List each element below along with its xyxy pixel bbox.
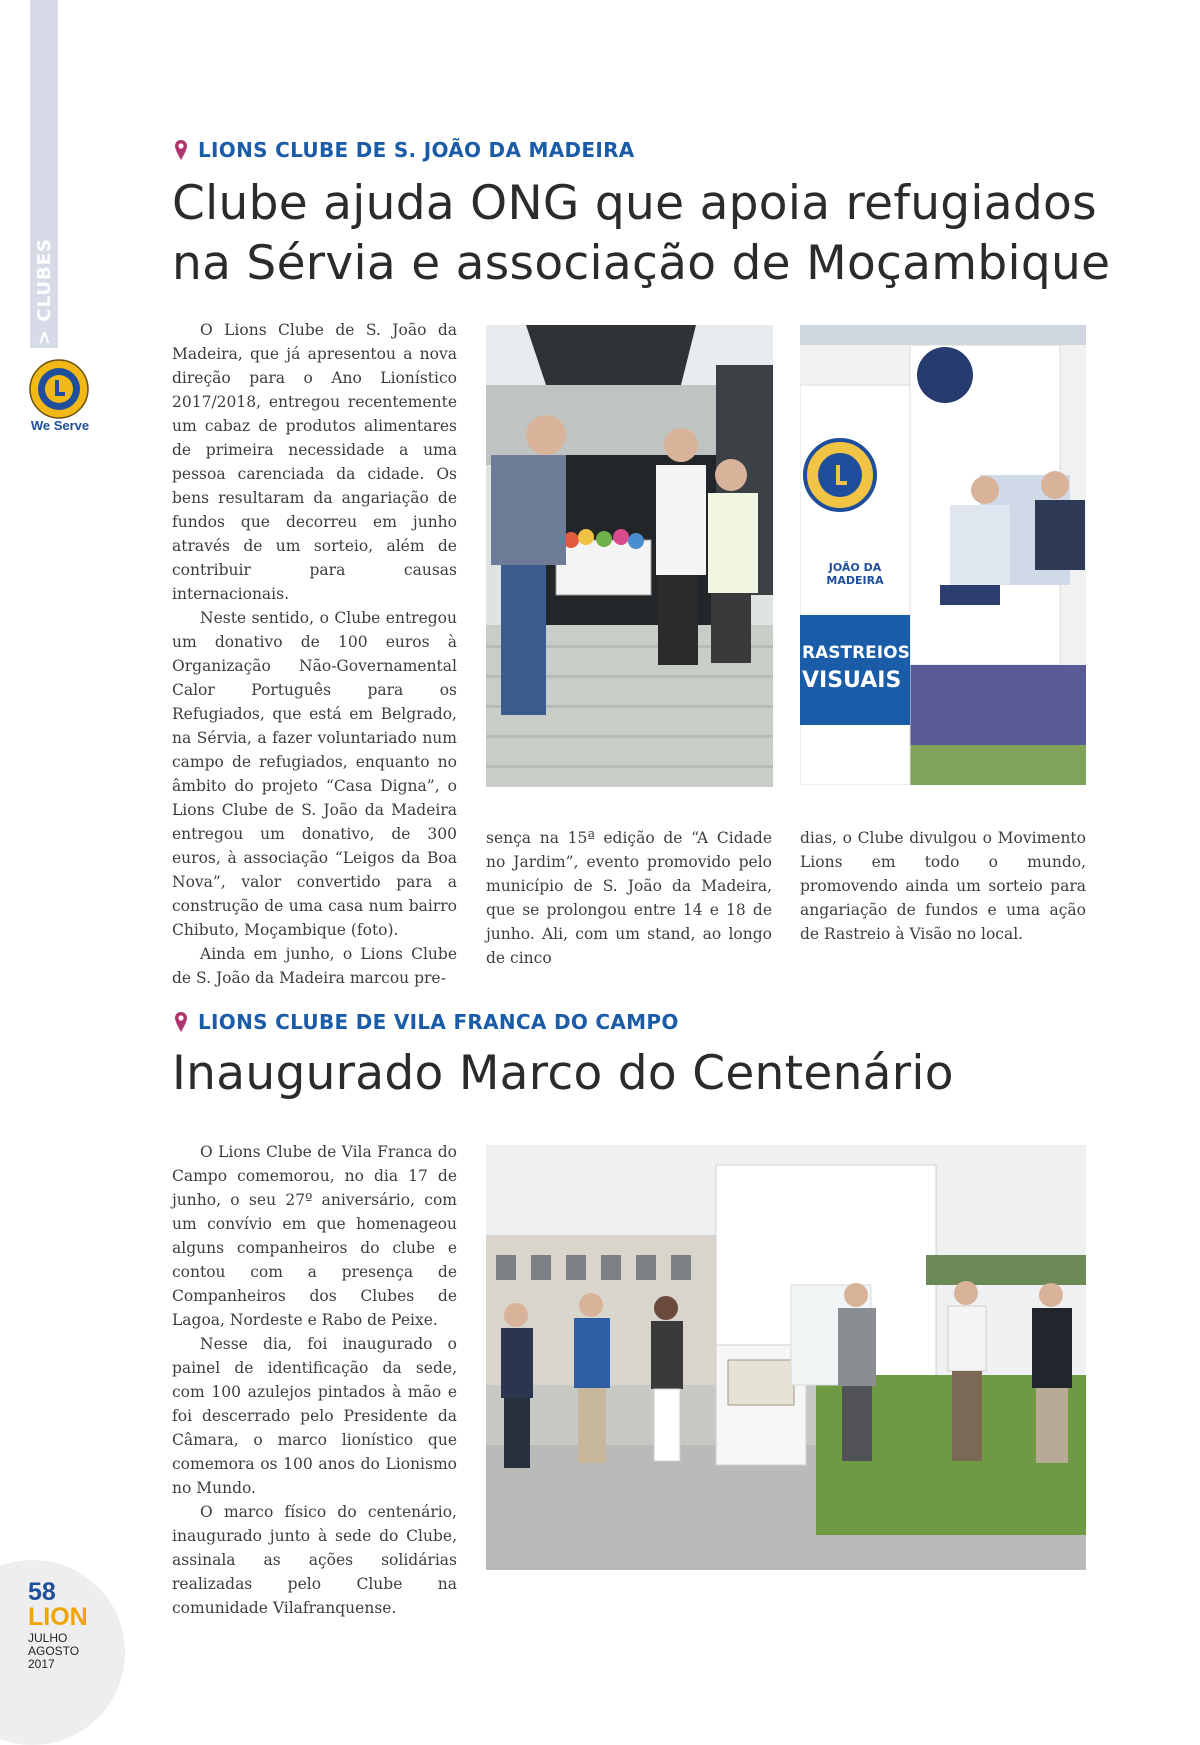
article1-title xyxy=(172,174,1110,294)
photo-food-basket xyxy=(486,325,773,787)
photo-centenary-marker xyxy=(486,1145,1086,1570)
article1-paragraph: Ainda em junho, o Lions Clube de S. João da Madeira marcou pre- xyxy=(172,945,457,987)
article1-column-2 xyxy=(486,826,772,970)
article2-column xyxy=(172,1140,457,1620)
issue-month-2: AGOSTO xyxy=(28,1644,80,1658)
article1-paragraph: O Lions Clube de S. João da Madeira, que já apresentou a nova direção para o Ano Lionístico 2017/2018, entregou recentemente um cabaz de produtos alimentares de primeira necessidade a uma pessoa carenciada da cidade. Os bens resultaram da angariação de fundos que decorreu em junho através de um sorteio, além de contribuir para causas internacionais. xyxy=(172,321,457,603)
article1-column-1 xyxy=(172,318,457,990)
banner-line2: VISUAIS xyxy=(802,668,902,693)
issue-year: 2017 xyxy=(28,1657,55,1671)
article1-paragraph: dias, o Clube divulgou o Movimento Lions em todo o mundo, promovendo ainda um sorteio para angariação de fundos e uma ação de Rastreio à Visão no local. xyxy=(800,829,1086,943)
article2-paragraph: O marco físico do centenário, inaugurado junto à sede do Clube, assinala as ações solidárias realizadas pelo Clube na comunidade Vilafranquense. xyxy=(172,1503,457,1617)
article2-club-name: LIONS CLUBE DE VILA FRANCA DO CAMPO xyxy=(198,1010,679,1034)
issue-month-1: JULHO xyxy=(28,1631,68,1645)
article2-club-heading xyxy=(174,1010,679,1034)
article1-column-3 xyxy=(800,826,1086,946)
photo-vision-screening-stand xyxy=(800,325,1086,785)
article1-paragraph: Neste sentido, o Clube entregou um donativo de 100 euros à Organização Não-Governamental Calor Português para os Refugiados, que está em Belgrado, na Sérvia, a fazer voluntariado num campo de refugiados, enquanto no âmbito do projeto “Casa Digna”, o Lions Clube de S. João da Madeira entregou um donativo, de 300 euros, à associação “Leigos da Boa Nova”, valor convertido para a construção de uma casa num bairro Chibuto, Moçambique (foto). xyxy=(172,609,457,939)
article1-title-line2: na Sérvia e associação de Moçambique xyxy=(172,236,1111,291)
article1-club-name: LIONS CLUBE DE S. JOÃO DA MADEIRA xyxy=(198,138,635,162)
banner-text xyxy=(802,639,910,695)
location-pin-icon xyxy=(174,1011,188,1033)
section-label xyxy=(30,235,58,347)
location-pin-icon xyxy=(174,139,188,161)
lions-logo-icon xyxy=(28,358,90,420)
section-label-text: > CLUBES xyxy=(33,237,55,345)
banner-line1: RASTREIOS xyxy=(802,643,910,663)
banner-club-name: JOÃO DA MADEIRA xyxy=(826,561,884,587)
article1-paragraph: sença na 15ª edição de “A Cidade no Jardim”, evento promovido pelo município de S. João da Madeira, que se prolongou entre 14 e 18 de junho. Ali, com um stand, ao longo de cinco xyxy=(486,829,772,967)
magazine-name: LION xyxy=(28,1603,88,1631)
article1-club-heading xyxy=(174,138,635,162)
article2-title: Inaugurado Marco do Centenário xyxy=(172,1046,954,1101)
article1-title-line1: Clube ajuda ONG que apoia refugiados xyxy=(172,176,1097,231)
article2-paragraph: Nesse dia, foi inaugurado o painel de identificação da sede, com 100 azulejos pintados à mão e foi descerrado pelo Presidente da Câmara, o marco lionístico que comemora os 100 anos do Lionismo no Mundo. xyxy=(172,1335,457,1497)
tagline: We Serve xyxy=(30,418,90,433)
page-number: 58 xyxy=(28,1578,56,1606)
article2-paragraph: O Lions Clube de Vila Franca do Campo comemorou, no dia 17 de junho, o seu 27º aniversário, com um convívio em que homenageou alguns companheiros do clube e contou com a presença de Companheiros dos Clubes de Lagoa, Nordeste e Rabo de Peixe. xyxy=(172,1143,457,1329)
